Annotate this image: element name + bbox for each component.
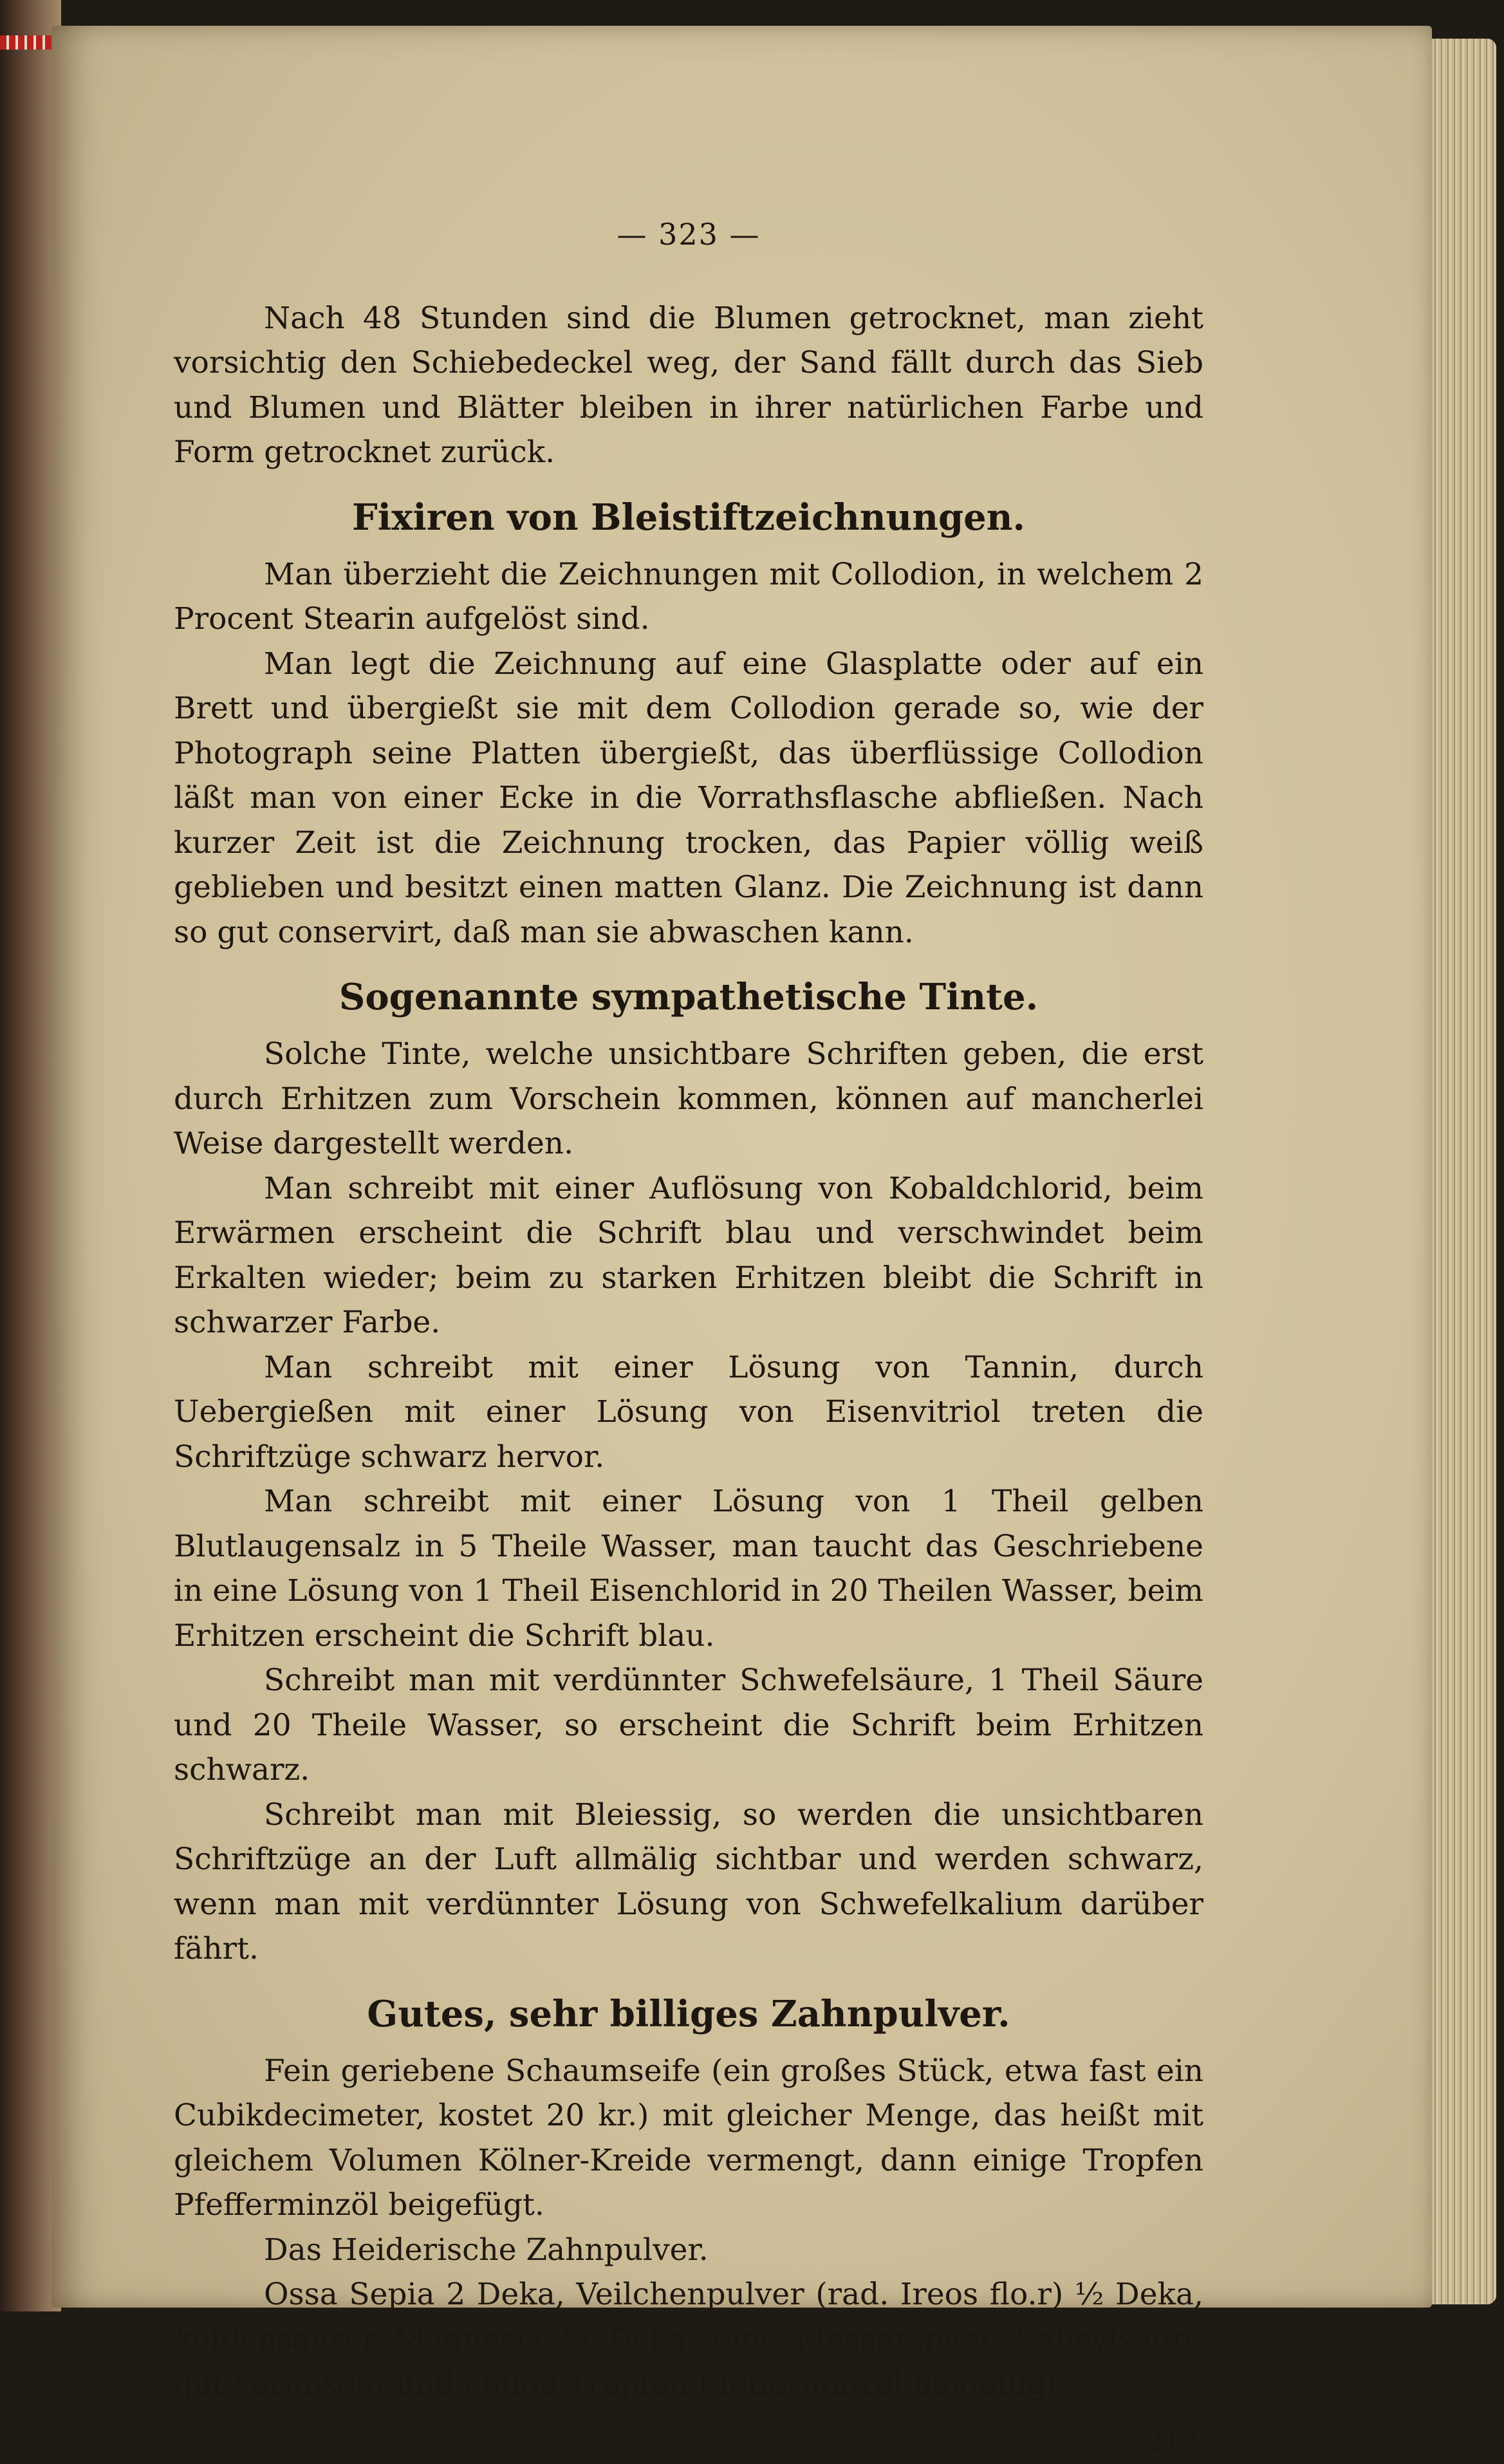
paragraph: Ossa Sepia 2 Deka, Veilchenpulver (rad. Ireos flo.r) ½ Deka, kohlensaurer Magnesia ½ Deka, eine Messerspitze Salicylsäure gut vermischt und einige Tropfen Pfefferminzöl beigefügt.	[174, 2272, 1203, 2407]
section-intro	[174, 296, 1203, 475]
paragraph: Man überzieht die Zeichnungen mit Collodion, in welchem 2 Procent Stearin aufgelöst sind.	[174, 552, 1203, 642]
paragraph: Man legt die Zeichnung auf eine Glasplatte oder auf ein Brett und übergießt sie mit dem Collodion gerade so, wie der Photograph seine Platten übergießt, das überflüssige Collodion läßt man von einer Ecke in die Vorrathsflasche abfließen. Nach kurzer Zeit ist die Zeichnung trocken, das Papier völlig weiß geblieben und besitzt einen matten Glanz. Die Zeichnung ist dann so gut conservirt, daß man sie abwaschen kann.	[174, 642, 1203, 955]
signature-mark: 21*	[174, 2420, 1203, 2464]
paragraph: Fein geriebene Schaumseife (ein großes Stück, etwa fast ein Cubikdecimeter, kostet 20 kr.) mit gleicher Menge, das heißt mit gleichem Volumen Kölner-Kreide vermengt, dann einige Tropfen Pfefferminzöl beigefügt.	[174, 2049, 1203, 2228]
section-heading: Gutes, sehr billiges Zahnpulver.	[174, 1988, 1203, 2040]
section-heading: Fixiren von Bleistiftzeichnungen.	[174, 492, 1203, 543]
paragraph: Nach 48 Stunden sind die Blumen getrocknet, man zieht vorsichtig den Schiebedeckel weg, der Sand fällt durch das Sieb und Blumen und Blätter bleiben in ihrer natürlichen Farbe und Form getrocknet zurück.	[174, 296, 1203, 475]
paragraph: Man schreibt mit einer Lösung von 1 Theil gelben Blutlaugensalz in 5 Theile Wasser, man taucht das Geschriebene in eine Lösung von 1 Theil Eisenchlorid in 20 Theilen Wasser, beim Erhitzen erscheint die Schrift blau.	[174, 1479, 1203, 1658]
section-heading: Sogenannte sympathetische Tinte.	[174, 971, 1203, 1023]
paragraph: Solche Tinte, welche unsichtbare Schriften geben, die erst durch Erhitzen zum Vorschein kommen, können auf mancherlei Weise dargestellt werden.	[174, 1032, 1203, 1166]
paragraph: Man schreibt mit einer Lösung von Tannin, durch Uebergießen mit einer Lösung von Eisenvitriol treten die Schriftzüge schwarz hervor.	[174, 1345, 1203, 1480]
paragraph: Schreibt man mit verdünnter Schwefelsäure, 1 Theil Säure und 20 Theile Wasser, so erscheint die Schrift beim Erhitzen schwarz.	[174, 1658, 1203, 1793]
paragraph: Das Heiderische Zahnpulver.	[174, 2228, 1203, 2273]
section-zahnpulver	[174, 1988, 1203, 2407]
paragraph: Schreibt man mit Bleiessig, so werden die unsichtbaren Schriftzüge an der Luft allmälig sichtbar und werden schwarz, wenn man mit verdünnter Lösung von Schwefelkalium darüber fährt.	[174, 1793, 1203, 1972]
paragraph: Man schreibt mit einer Auflösung von Kobaldchlorid, beim Erwärmen erscheint die Schrift blau und verschwindet beim Erkalten wieder; beim zu starken Erhitzen bleibt die Schrift in schwarzer Farbe.	[174, 1166, 1203, 1345]
page-content	[174, 212, 1203, 2464]
section-tinte	[174, 971, 1203, 1972]
page-stack-edges	[1432, 39, 1496, 2304]
page-number: — 323 —	[174, 212, 1203, 257]
section-fixiren	[174, 492, 1203, 955]
